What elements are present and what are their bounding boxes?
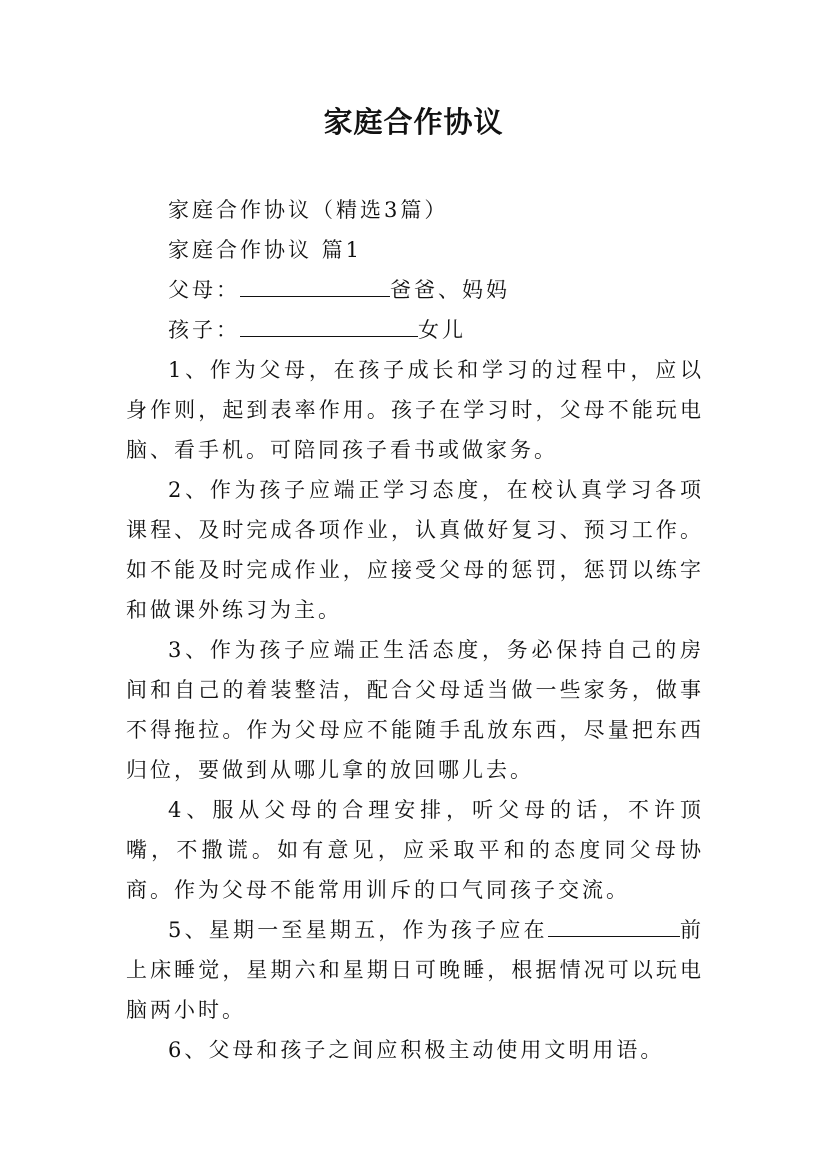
bedtime-blank xyxy=(548,916,680,937)
subtitle-line: 家庭合作协议（精选3篇） xyxy=(168,198,449,222)
parents-line xyxy=(126,270,704,310)
parents-blank xyxy=(240,276,390,297)
parents-value: 爸爸、妈妈 xyxy=(390,278,510,302)
parents-label: 父母： xyxy=(168,278,240,302)
clause-5-after: 前上床睡觉，星期六和星期日可晚睡，根据情况可以玩电脑两小时。 xyxy=(126,918,704,1022)
clause-3: 3、作为孩子应端正生活态度，务必保持自己的房间和自己的着装整洁，配合父母适当做一些家务，做事不得拖拉。作为父母应不能随手乱放东西，尽量把东西归位，要做到从哪儿拿的放回哪儿去。 xyxy=(126,638,704,782)
document-title: 家庭合作协议 xyxy=(323,105,504,139)
clause-1: 1、作为父母，在孩子成长和学习的过程中，应以身作则，起到表率作用。孩子在学习时，父母不能玩电脑、看手机。可陪同孩子看书或做家务。 xyxy=(126,358,704,462)
clause-6: 6、父母和孩子之间应积极主动使用文明用语。 xyxy=(168,1038,665,1062)
clause-5-before: 5、星期一至星期五，作为孩子应在 xyxy=(168,918,548,942)
child-value: 女儿 xyxy=(418,318,466,342)
clause-5 xyxy=(126,910,704,1030)
child-label: 孩子： xyxy=(168,318,240,342)
clause-2: 2、作为孩子应端正学习态度，在校认真学习各项课程、及时完成各项作业，认真做好复习、预习工作。如不能及时完成作业，应接受父母的惩罚，惩罚以练字和做课外练习为主。 xyxy=(126,478,704,622)
document-body xyxy=(126,190,704,1070)
section-heading: 家庭合作协议 篇1 xyxy=(168,238,363,262)
clause-4: 4、服从父母的合理安排，听父母的话，不许顶嘴，不撒谎。如有意见，应采取平和的态度同父母协商。作为父母不能常用训斥的口气同孩子交流。 xyxy=(126,798,704,902)
child-blank xyxy=(240,316,418,337)
child-line xyxy=(126,310,704,350)
